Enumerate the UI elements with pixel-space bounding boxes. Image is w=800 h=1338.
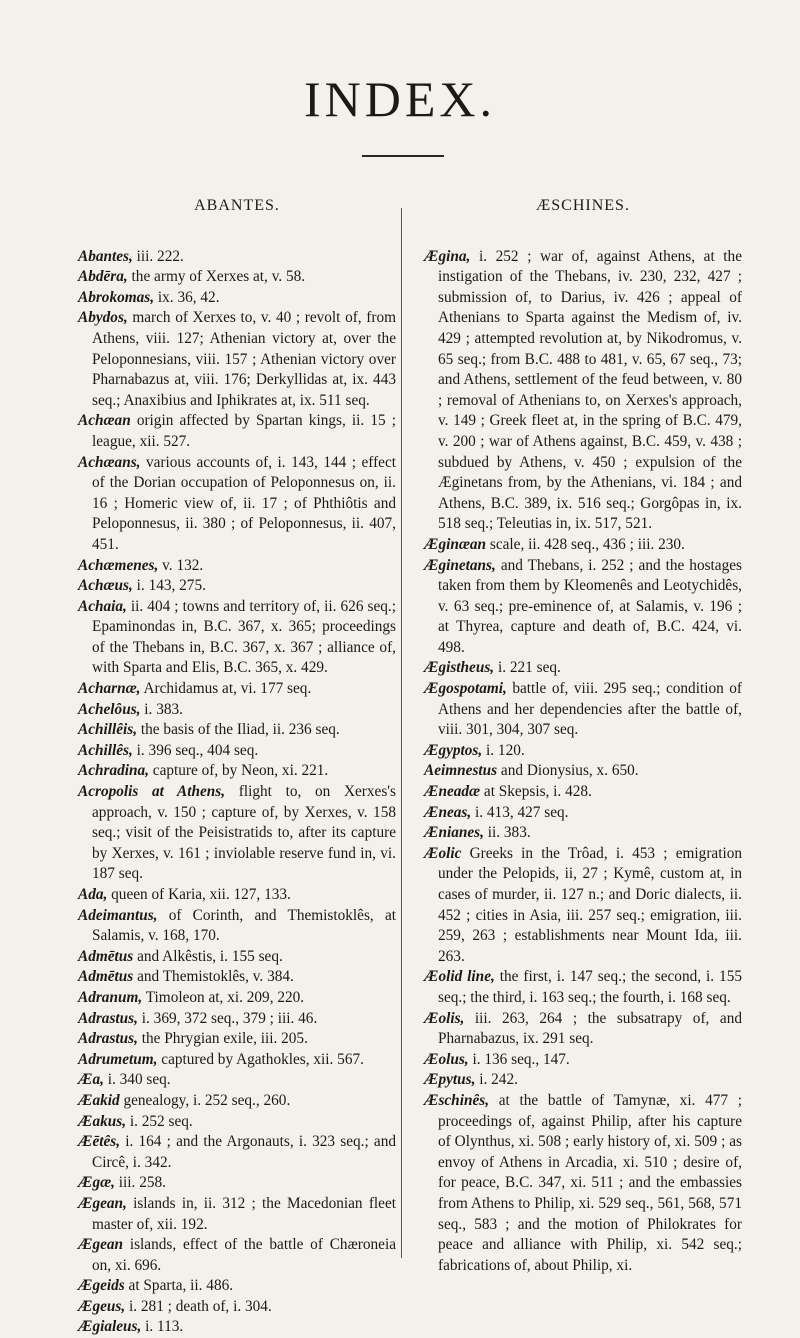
entry-text: ii. 404 ; towns and territory of, ii. 626 seq.; Epaminondas in, B.C. 367, x. 365; proceedings of the Thebans in, B.C. 367, x. 367 ; alliance of, with Sparta and Elis, B.C. 365, x. 429. <box>92 597 396 677</box>
entry-text: queen of Karia, xii. 127, 133. <box>107 886 291 903</box>
entry-text: of Corinth, and Themistoklês, at Salamis, v. 168, 170. <box>92 906 396 945</box>
entry-headword: Abydos, <box>78 309 128 327</box>
index-entry <box>78 1173 396 1194</box>
entry-headword: Admētus <box>78 968 134 986</box>
index-entry <box>78 247 396 268</box>
index-entry <box>78 679 396 700</box>
entry-headword: Æolic <box>424 844 462 862</box>
entry-text: islands in, ii. 312 ; the Macedonian fleet master of, xii. 192. <box>92 1194 396 1233</box>
entry-headword: Ada, <box>78 886 108 903</box>
title-rule <box>362 155 444 157</box>
index-entry <box>78 1297 396 1318</box>
entry-text: i. 221 seq. <box>494 659 561 677</box>
entry-text: at Sparta, ii. 486. <box>124 1277 234 1295</box>
index-entry <box>424 1050 742 1071</box>
index-entry <box>78 1009 396 1030</box>
index-entry <box>424 247 742 535</box>
entry-text: the first, i. 147 seq.; the second, i. 155 seq.; the third, i. 163 seq.; the fourth, i. 168 seq. <box>438 968 742 1006</box>
entry-headword: Achradina, <box>78 762 149 780</box>
index-entry <box>424 803 742 824</box>
entry-headword: Achæans, <box>78 453 141 471</box>
entry-text: i. 369, 372 seq., 379 ; iii. 46. <box>137 1009 318 1027</box>
index-entry <box>78 741 396 762</box>
index-entry <box>78 1194 396 1235</box>
entry-text: iii. 258. <box>114 1174 166 1192</box>
left-running-head: ABANTES. <box>194 197 280 214</box>
index-entry <box>424 679 742 741</box>
entry-text: the army of Xerxes at, v. 58. <box>127 268 306 286</box>
entry-text: i. 340 seq. <box>103 1071 171 1089</box>
index-entry <box>78 700 396 721</box>
entry-text: Timoleon at, xi. 209, 220. <box>142 988 305 1006</box>
index-entry <box>424 556 742 659</box>
index-entry <box>78 556 396 577</box>
index-entry <box>78 947 396 968</box>
entry-headword: Æneas, <box>424 803 472 821</box>
entry-headword: Æakus, <box>78 1112 127 1130</box>
index-entry <box>424 1070 742 1091</box>
index-entry <box>78 288 396 309</box>
index-entry <box>78 1276 396 1297</box>
entry-text: islands, effect of the battle of Chæroneia on, xi. 696. <box>92 1236 396 1274</box>
entry-headword: Æakid <box>78 1091 120 1109</box>
entry-text: iii. 222. <box>132 247 184 265</box>
entry-headword: Ænianes, <box>424 824 484 842</box>
index-entry <box>78 720 396 741</box>
entry-text: battle of, viii. 295 seq.; condition of Athens and her dependencies after the battle of, viii. 301, 304, 307 seq. <box>438 680 742 739</box>
entry-text: i. 413, 427 seq. <box>471 803 569 821</box>
entry-headword: Æa, <box>78 1071 104 1089</box>
entry-text: i. 252 ; war of, against Athens, at the instigation of the Thebans, iv. 230, 232, 427 ; submission of, to Darius, iv. 426 ; appeal of Athenians to Sparta against the Medism of, iv. 429 ; attempted revolution at, by Nikodromus, v. 65 seq.; from B.C. 488 to 481, v. 65, 67 seq., 73; and Athens, settlement of the feud between, v. 80 ; removal of Athenians to, on Xerxes's approach, v. 149 ; Greek fleet at, in the spring of B.C. 479, v. 200 ; war of Athens against, B.C. 459, v. 438 ; subdued by Athens, v. 450 ; expulsion of the Æginetans from, by the Athenians, vi. 184 ; and Athens, B.C. 389, ix. 516 seq.; Gorgôpas in, ix. 518 seq.; Teleutias in, ix. 517, 521. <box>438 247 742 533</box>
page-title: INDEX. <box>303 71 497 127</box>
index-entry <box>78 576 396 597</box>
index-entry <box>78 1070 396 1091</box>
entry-headword: Æginetans, <box>424 556 496 574</box>
entry-headword: Achæan <box>78 412 131 430</box>
entry-text: i. 281 ; death of, i. 304. <box>125 1297 272 1315</box>
index-entry <box>424 782 742 803</box>
entry-text: flight to, on Xerxes's approach, v. 150 ; capture of, by Xerxes, v. 158 seq.; visit of the Peisistratids to, after its capture by Xerxes, v. 161 ; inviolable reserve fund in, vi. 187 seq. <box>92 783 396 883</box>
entry-headword: Adeimantus, <box>78 906 158 924</box>
entry-text: i. 136 seq., 147. <box>468 1050 570 1068</box>
entry-text: ii. 383. <box>483 824 531 842</box>
entry-headword: Achelôus, <box>78 700 141 718</box>
right-column <box>424 196 742 1276</box>
index-entry <box>424 535 742 556</box>
index-entry <box>78 267 396 288</box>
entry-text: the basis of the Iliad, ii. 236 seq. <box>137 721 340 739</box>
index-entry <box>424 741 742 762</box>
entry-headword: Ægospotami, <box>424 680 507 698</box>
entry-text: i. 143, 275. <box>132 577 206 595</box>
index-entry <box>424 823 742 844</box>
entry-text: i. 383. <box>140 700 183 718</box>
entry-text: genealogy, i. 252 seq., 260. <box>119 1091 291 1109</box>
entry-headword: Æneadæ <box>424 783 481 801</box>
entry-headword: Abdēra, <box>78 268 128 286</box>
index-entry <box>78 1132 396 1173</box>
entry-headword: Adrastus, <box>78 1030 138 1048</box>
entry-text: captured by Agathokles, xii. 567. <box>157 1050 364 1068</box>
entry-text: Greeks in the Trôad, i. 453 ; emigration under the Pelopids, ii, 27 ; Kymê, custom at, in cases of murder, ii. 127 n.; and Doric dialects, ii. 452 ; cities in Asia, iii. 257 seq.; emigration, iii. 259, 263 ; establishments near Mount Ida, iii. 263. <box>438 844 742 965</box>
entry-text: and Dionysius, x. 650. <box>497 762 639 780</box>
index-entry <box>78 1091 396 1112</box>
entry-headword: Æolid line, <box>424 968 495 986</box>
entry-headword: Achillês, <box>78 741 133 759</box>
entry-headword: Ægeids <box>78 1277 125 1295</box>
entry-headword: Ægina, <box>424 247 471 265</box>
entry-text: at the battle of Tamynæ, xi. 477 ; proceedings of, against Philip, after his capture of Olynthus, xi. 508 ; early history of, xi. 509 ; as envoy of Athens in Arcadia, xi. 510 ; desire of, for peace, B.C. 347, xi. 511 ; and the embassies from Athens to Philip, xi. 529 seq., 561, 568, 571 seq., 583 ; and the motion of Philokrates for peace and alliance with Philip, xi. 542 seq.; fabrications of, about Philip, xi. <box>438 1091 742 1274</box>
entry-text: ix. 36, 42. <box>154 288 220 306</box>
index-entry <box>78 906 396 947</box>
entry-headword: Acropolis at Athens, <box>78 783 226 801</box>
entry-headword: Æpytus, <box>424 1071 476 1089</box>
index-entry <box>78 308 396 411</box>
entry-text: i. 242. <box>475 1071 518 1089</box>
entry-headword: Achæus, <box>78 577 133 595</box>
index-entry <box>78 782 396 885</box>
entry-text: the Phrygian exile, iii. 205. <box>137 1030 308 1048</box>
entry-text: v. 132. <box>158 556 204 574</box>
entry-text: scale, ii. 428 seq., 436 ; iii. 230. <box>486 535 685 553</box>
entry-text: and Themistoklês, v. 384. <box>133 968 294 986</box>
entry-headword: Adrumetum, <box>78 1050 158 1068</box>
entry-headword: Æolis, <box>424 1009 465 1027</box>
entry-headword: Aeimnestus <box>424 762 498 780</box>
entry-headword: Ægean <box>78 1236 124 1254</box>
entry-text: at Skepsis, i. 428. <box>480 783 592 801</box>
column-divider <box>401 208 402 1258</box>
entry-headword: Acharnæ, <box>78 680 141 698</box>
index-entry <box>78 597 396 679</box>
entry-headword: Adrastus, <box>78 1009 138 1027</box>
entry-text: i. 164 ; and the Argonauts, i. 323 seq.; and Circê, i. 342. <box>92 1133 396 1171</box>
entry-headword: Ægialeus, <box>78 1318 142 1336</box>
entry-headword: Abrokomas, <box>78 288 155 306</box>
index-entry <box>424 844 742 968</box>
entry-text: capture of, by Neon, xi. 221. <box>148 762 329 780</box>
entry-headword: Achillêis, <box>78 721 138 739</box>
entry-text: i. 396 seq., 404 seq. <box>132 741 259 759</box>
entry-headword: Achæmenes, <box>78 556 159 574</box>
index-entry <box>78 1029 396 1050</box>
entry-text: Archidamus at, vi. 177 seq. <box>140 680 312 698</box>
entry-headword: Ægæ, <box>78 1174 115 1192</box>
index-entry <box>424 1091 742 1276</box>
index-entry <box>78 1112 396 1133</box>
index-entry <box>78 1317 396 1338</box>
right-entries <box>424 247 742 1277</box>
index-entry <box>424 658 742 679</box>
index-entry <box>78 1235 396 1276</box>
index-entry <box>78 988 396 1009</box>
index-entry <box>78 761 396 782</box>
entry-headword: Æētês, <box>78 1133 121 1151</box>
entry-headword: Æginæan <box>424 535 487 553</box>
entry-text: various accounts of, i. 143, 144 ; effect of the Dorian occupation of Peloponnesus on, ii. 16 ; Homeric view of, ii. 17 ; of Phthiôtis and Peloponnesus, ii. 380 ; of Peloponnesus, ii. 407, 451. <box>92 453 396 553</box>
entry-headword: Æolus, <box>424 1050 469 1068</box>
index-entry <box>78 885 396 906</box>
entry-headword: Achaia, <box>78 597 127 615</box>
entry-headword: Æschinês, <box>424 1091 490 1109</box>
index-entry <box>78 411 396 452</box>
index-entry <box>424 1009 742 1050</box>
left-entries <box>78 247 396 1338</box>
entry-headword: Abantes, <box>78 247 133 265</box>
entry-text: and Alkêstis, i. 155 seq. <box>133 947 283 965</box>
entry-headword: Ægean, <box>78 1194 127 1212</box>
index-entry <box>78 453 396 556</box>
right-running-head: ÆSCHINES. <box>536 197 630 214</box>
entry-text: and Thebans, i. 252 ; and the hostages taken from them by Kleomenês and Leotychidês, v. 63 seq.; pre-eminence of, at Salamis, v. 196 ; at Thyrea, capture and death of, B.C. 424, vi. 498. <box>438 556 742 656</box>
index-entry <box>424 761 742 782</box>
entry-text: origin affected by Spartan kings, ii. 15 ; league, xii. 527. <box>92 412 396 450</box>
entry-headword: Adranum, <box>78 988 143 1006</box>
entry-headword: Ægyptos, <box>424 741 483 759</box>
entry-text: i. 252 seq. <box>126 1112 193 1130</box>
entry-headword: Ægistheus, <box>424 659 495 677</box>
index-entry <box>424 967 742 1008</box>
entry-headword: Ægeus, <box>78 1297 126 1315</box>
left-column <box>78 196 396 1338</box>
entry-text: i. 113. <box>141 1318 184 1336</box>
index-entry <box>78 1050 396 1071</box>
entry-headword: Admētus <box>78 947 134 965</box>
entry-text: march of Xerxes to, v. 40 ; revolt of, from Athens, viii. 127; Athenian victory at, over the Peloponnesians, viii. 157 ; Athenian victory over Pharnabazus at, viii. 176; Derkyllidas at, ix. 443 seq.; Anaxibius and Iphikrates at, ix. 511 seq. <box>92 309 396 409</box>
entry-text: iii. 263, 264 ; the subsatrapy of, and Pharnabazus, ix. 291 seq. <box>438 1009 742 1048</box>
index-entry <box>78 967 396 988</box>
entry-text: i. 120. <box>482 741 525 759</box>
